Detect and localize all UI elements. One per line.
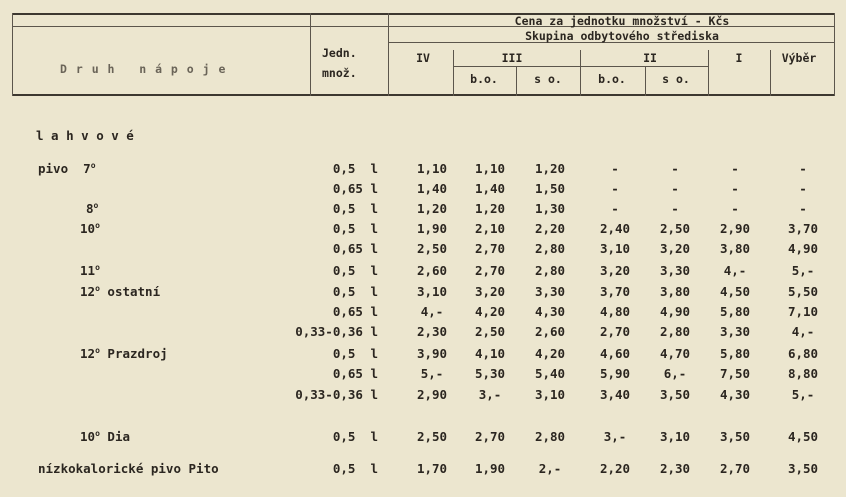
- price-cell: 3,70: [599, 284, 631, 299]
- price-cell: 1,50: [534, 181, 566, 196]
- degree-mark: o: [95, 345, 100, 355]
- group-iii: III: [501, 51, 523, 65]
- price-cell: 4,50: [787, 429, 819, 444]
- degree-mark: o: [95, 220, 100, 230]
- group-i: I: [735, 51, 743, 65]
- price-cell: -: [799, 181, 807, 196]
- price-cell: 2,80: [534, 241, 566, 256]
- price-cell: 4,10: [474, 346, 506, 361]
- price-cell: 3,-: [478, 387, 502, 402]
- price-cell: 4,20: [534, 346, 566, 361]
- price-cell: -: [611, 181, 619, 196]
- price-cell: 3,90: [416, 346, 448, 361]
- vline-druh: [310, 13, 311, 96]
- price-cell: 2,90: [416, 387, 448, 402]
- price-cell: 3,80: [659, 284, 691, 299]
- price-cell: 2,80: [534, 263, 566, 278]
- row-label-text: 10: [80, 221, 96, 236]
- price-cell: 2,50: [416, 241, 448, 256]
- price-cell: 4,30: [534, 304, 566, 319]
- degree-mark: o: [93, 200, 99, 210]
- price-cell: 1,20: [416, 201, 448, 216]
- druh-napoje-heading: D r u h n á p o j e: [60, 62, 227, 76]
- price-cell: 2,50: [474, 324, 506, 339]
- skupina-heading: Skupina odbytového střediska: [525, 29, 719, 43]
- price-cell: 4,-: [791, 324, 815, 339]
- price-cell: 6,-: [663, 366, 687, 381]
- price-cell: 4,-: [723, 263, 747, 278]
- row-label: [86, 202, 98, 216]
- vline-iii: [580, 50, 581, 96]
- price-cell: 1,70: [416, 461, 448, 476]
- price-cell: 4,80: [599, 304, 631, 319]
- row-unit: 0,5 l: [332, 201, 378, 216]
- vline-i: [770, 50, 771, 96]
- price-cell: 3,80: [719, 241, 751, 256]
- price-cell: -: [799, 201, 807, 216]
- price-cell: 1,40: [474, 181, 506, 196]
- row-unit: 0,5 l: [332, 221, 378, 236]
- group-ii: II: [643, 51, 657, 65]
- sub-iii-bo: b.o.: [470, 72, 498, 86]
- vline-ii: [708, 50, 709, 96]
- price-cell: 5,-: [420, 366, 444, 381]
- price-cell: 3,10: [659, 429, 691, 444]
- vline-jedn: [388, 13, 389, 96]
- price-cell: 2,70: [474, 429, 506, 444]
- price-cell: -: [799, 161, 807, 176]
- price-cell: 1,90: [474, 461, 506, 476]
- price-cell: 5,30: [474, 366, 506, 381]
- price-cell: -: [671, 161, 679, 176]
- price-cell: 3,20: [599, 263, 631, 278]
- vline-left: [12, 13, 13, 96]
- row-label: [80, 430, 130, 444]
- row-label-suffix: Prazdroj: [99, 346, 168, 361]
- price-cell: 2,50: [416, 429, 448, 444]
- group-vyber: Výběr: [781, 51, 817, 65]
- row-unit: 0,5 l: [332, 263, 378, 278]
- row-label-text: 8: [86, 201, 94, 216]
- price-cell: 2,60: [416, 263, 448, 278]
- row-unit: 0,33-0,36 l: [295, 387, 378, 402]
- price-cell: 4,70: [659, 346, 691, 361]
- price-cell: 2,50: [659, 221, 691, 236]
- degree-mark: o: [95, 283, 100, 293]
- price-cell: 2,-: [538, 461, 562, 476]
- degree-mark: o: [95, 428, 100, 438]
- price-cell: 2,10: [474, 221, 506, 236]
- section-lahvove: l a h v o v é: [36, 128, 134, 143]
- price-cell: 1,40: [416, 181, 448, 196]
- price-cell: 3,50: [787, 461, 819, 476]
- vline-iv: [453, 50, 454, 96]
- price-cell: 4,50: [719, 284, 751, 299]
- price-cell: 5,-: [791, 387, 815, 402]
- sub-ii-so: s o.: [662, 72, 690, 86]
- row-unit: 0,65 l: [332, 181, 378, 196]
- price-cell: 3,-: [603, 429, 627, 444]
- price-cell: 4,60: [599, 346, 631, 361]
- price-cell: 7,10: [787, 304, 819, 319]
- price-cell: 5,50: [787, 284, 819, 299]
- price-cell: 6,80: [787, 346, 819, 361]
- price-cell: 4,-: [420, 304, 444, 319]
- row-label-text: 12: [80, 346, 96, 361]
- degree-mark: o: [90, 160, 96, 170]
- price-cell: -: [671, 201, 679, 216]
- price-cell: 3,10: [416, 284, 448, 299]
- price-cell: 3,20: [474, 284, 506, 299]
- price-cell: 2,70: [474, 241, 506, 256]
- price-cell: 2,20: [534, 221, 566, 236]
- row-unit: 0,5 l: [332, 284, 378, 299]
- row-label-text: nízkokalorické pivo Pito: [38, 461, 219, 476]
- row-label-text: 12: [80, 284, 96, 299]
- group-iv: IV: [416, 51, 430, 65]
- price-cell: 3,10: [599, 241, 631, 256]
- price-cell: 2,70: [719, 461, 751, 476]
- price-cell: 3,30: [659, 263, 691, 278]
- row-unit: 0,65 l: [332, 241, 378, 256]
- price-cell: 4,30: [719, 387, 751, 402]
- price-cell: 3,50: [659, 387, 691, 402]
- price-cell: 2,80: [659, 324, 691, 339]
- vline-ii-sub: [645, 66, 646, 96]
- jedn-heading-line2: množ.: [322, 66, 357, 80]
- price-cell: 2,60: [534, 324, 566, 339]
- price-cell: 2,30: [659, 461, 691, 476]
- vline-iii-sub: [516, 66, 517, 96]
- sub-iii-so: s o.: [534, 72, 562, 86]
- row-unit: 0,5 l: [332, 429, 378, 444]
- price-cell: 2,80: [534, 429, 566, 444]
- price-cell: -: [611, 161, 619, 176]
- price-cell: 1,20: [534, 161, 566, 176]
- price-cell: 1,90: [416, 221, 448, 236]
- price-cell: 3,20: [659, 241, 691, 256]
- row-label-text: pivo 7: [38, 161, 91, 176]
- price-cell: -: [731, 161, 739, 176]
- row-unit: 0,5 l: [332, 161, 378, 176]
- price-cell: 1,10: [416, 161, 448, 176]
- row-label: [38, 162, 96, 176]
- price-cell: -: [731, 181, 739, 196]
- row-label: [80, 347, 168, 361]
- price-cell: 3,70: [787, 221, 819, 236]
- row-label: [38, 462, 219, 476]
- price-cell: 2,70: [474, 263, 506, 278]
- degree-mark: o: [95, 262, 100, 272]
- price-cell: -: [671, 181, 679, 196]
- price-cell: 2,90: [719, 221, 751, 236]
- price-cell: 3,40: [599, 387, 631, 402]
- price-cell: 5,80: [719, 304, 751, 319]
- price-cell: 5,80: [719, 346, 751, 361]
- price-cell: -: [731, 201, 739, 216]
- price-cell: 1,30: [534, 201, 566, 216]
- price-cell: 3,50: [719, 429, 751, 444]
- price-cell: 2,30: [416, 324, 448, 339]
- row-unit: 0,33-0,36 l: [295, 324, 378, 339]
- price-cell: 2,20: [599, 461, 631, 476]
- row-label-text: 11: [80, 263, 96, 278]
- price-cell: 4,20: [474, 304, 506, 319]
- row-unit: 0,65 l: [332, 366, 378, 381]
- price-cell: 2,40: [599, 221, 631, 236]
- price-cell: 8,80: [787, 366, 819, 381]
- row-label-suffix: ostatní: [99, 284, 161, 299]
- cena-heading: Cena za jednotku množství - Kčs: [514, 14, 730, 28]
- row-label: [80, 285, 160, 299]
- price-cell: 5,90: [599, 366, 631, 381]
- price-cell: 3,30: [534, 284, 566, 299]
- price-cell: 2,70: [599, 324, 631, 339]
- row-unit: 0,5 l: [332, 461, 378, 476]
- price-cell: 5,-: [791, 263, 815, 278]
- price-cell: -: [611, 201, 619, 216]
- price-cell: 5,40: [534, 366, 566, 381]
- row-unit: 0,5 l: [332, 346, 378, 361]
- row-unit: 0,65 l: [332, 304, 378, 319]
- row-label-suffix: Dia: [99, 429, 130, 444]
- vline-right: [834, 13, 835, 96]
- price-cell: 4,90: [659, 304, 691, 319]
- row-label-text: 10: [80, 429, 96, 444]
- price-cell: 1,10: [474, 161, 506, 176]
- jedn-heading-line1: Jedn.: [322, 46, 357, 60]
- price-cell: 3,10: [534, 387, 566, 402]
- row-label: [80, 264, 100, 278]
- header-bottom-rule: [12, 94, 834, 96]
- price-cell: 4,90: [787, 241, 819, 256]
- price-cell: 1,20: [474, 201, 506, 216]
- price-cell: 3,30: [719, 324, 751, 339]
- row-label: [80, 222, 100, 236]
- price-cell: 7,50: [719, 366, 751, 381]
- sub-ii-bo: b.o.: [598, 72, 626, 86]
